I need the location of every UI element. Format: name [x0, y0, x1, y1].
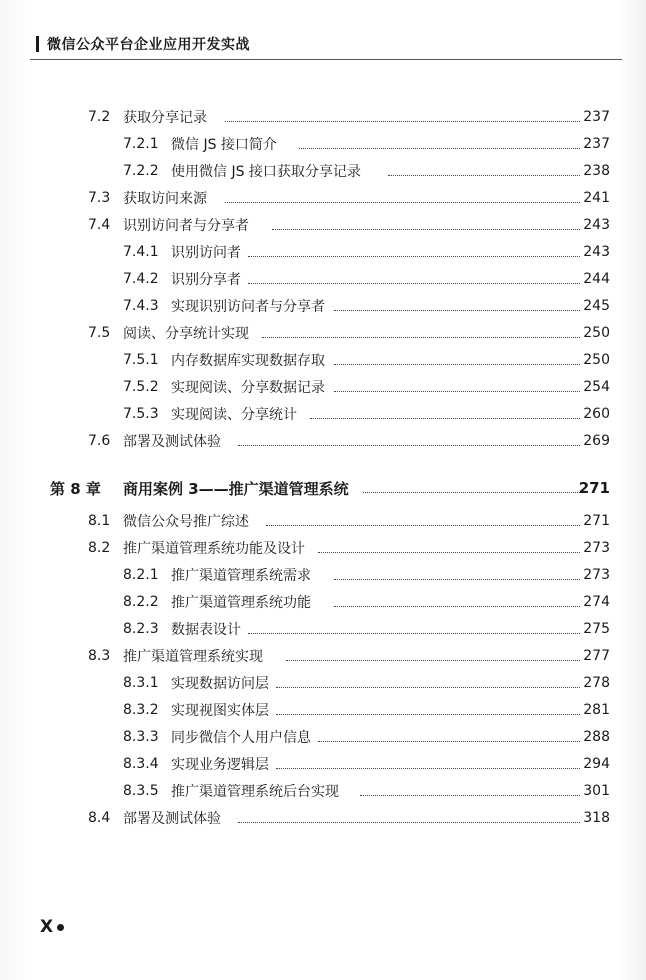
folio-roman-numeral: X [40, 917, 54, 937]
dot-leader [318, 741, 580, 742]
section-title: 实现识别访问者与分享者 [171, 299, 325, 315]
section-number: 8.3.3 [123, 729, 159, 745]
section-number: 8.2.1 [123, 567, 159, 583]
toc-entry [0, 376, 646, 398]
dot-leader [276, 714, 580, 715]
toc-entry [0, 322, 646, 344]
section-title: 推广渠道管理系统功能及设计 [123, 541, 305, 557]
dot-leader [276, 687, 580, 688]
section-number: 7.4 [88, 217, 111, 233]
section-title: 部署及测试体验 [123, 434, 221, 450]
page-number: 277 [583, 648, 610, 664]
chapter-title: 商用案例 3——推广渠道管理系统 [123, 479, 349, 498]
dot-leader [272, 229, 580, 230]
page-number: 278 [583, 675, 610, 691]
page-number: 243 [583, 217, 610, 233]
page-number: 260 [583, 406, 610, 422]
page-number: 241 [583, 190, 610, 206]
section-number: 7.5.2 [123, 379, 159, 395]
section-number: 8.2.3 [123, 621, 159, 637]
toc-entry [0, 726, 646, 748]
page-number: 294 [583, 756, 610, 772]
section-title: 识别访问者与分享者 [123, 218, 249, 234]
toc-entry [0, 241, 646, 263]
section-title: 内存数据库实现数据存取 [171, 353, 325, 369]
dot-leader [334, 391, 580, 392]
section-title: 微信公众号推广综述 [123, 514, 249, 530]
section-title: 使用微信 JS 接口获取分享记录 [171, 164, 361, 180]
section-number: 8.3.1 [123, 675, 159, 691]
section-title: 阅读、分享统计实现 [123, 326, 249, 342]
section-title: 微信 JS 接口简介 [171, 137, 277, 153]
section-number: 7.2.2 [123, 163, 159, 179]
toc-entry [0, 753, 646, 775]
page-number: 254 [583, 379, 610, 395]
toc-entry [0, 699, 646, 721]
section-number: 8.2.2 [123, 594, 159, 610]
chapter-number: 第 8 章 [50, 479, 101, 498]
section-title: 推广渠道管理系统需求 [171, 568, 311, 584]
page-number: 318 [583, 810, 610, 826]
section-number: 8.1 [88, 513, 111, 529]
page-number: 288 [583, 729, 610, 745]
page-number: 237 [583, 109, 610, 125]
dot-leader [360, 795, 580, 796]
dot-leader [225, 121, 580, 122]
dot-leader [363, 492, 580, 493]
page-number: 237 [583, 136, 610, 152]
toc-entry [0, 618, 646, 640]
section-number: 7.5.3 [123, 406, 159, 422]
toc-entry [0, 349, 646, 371]
page-number: 273 [583, 567, 610, 583]
dot-leader [318, 552, 580, 553]
dot-leader [225, 202, 580, 203]
page-number: 238 [583, 163, 610, 179]
section-title: 数据表设计 [171, 622, 241, 638]
section-number: 8.2 [88, 540, 111, 556]
section-number: 7.5 [88, 325, 111, 341]
toc-entry [0, 187, 646, 209]
section-title: 获取访问来源 [123, 191, 207, 207]
section-title: 推广渠道管理系统后台实现 [171, 784, 339, 800]
page-number: 245 [583, 298, 610, 314]
section-title: 推广渠道管理系统实现 [123, 649, 263, 665]
toc-entry [0, 645, 646, 667]
section-title: 实现视图实体层 [171, 703, 269, 719]
page-number: 271 [583, 513, 610, 529]
dot-leader [262, 337, 580, 338]
dot-leader [334, 606, 580, 607]
toc-entry [0, 672, 646, 694]
toc-entry [0, 564, 646, 586]
section-title: 同步微信个人用户信息 [171, 730, 311, 746]
toc-entry [0, 807, 646, 829]
dot-leader [334, 310, 580, 311]
toc-entry [0, 268, 646, 290]
section-title: 推广渠道管理系统功能 [171, 595, 311, 611]
page-number: 244 [583, 271, 610, 287]
section-number: 8.3.2 [123, 702, 159, 718]
section-number: 7.2.1 [123, 136, 159, 152]
section-number: 8.4 [88, 810, 111, 826]
dot-leader [266, 525, 580, 526]
section-title: 实现业务逻辑层 [171, 757, 269, 773]
section-number: 8.3.5 [123, 783, 159, 799]
dot-leader [248, 256, 580, 257]
toc-entry [0, 537, 646, 559]
section-title: 实现阅读、分享统计 [171, 407, 297, 423]
toc-entry [0, 430, 646, 452]
section-number: 7.4.3 [123, 298, 159, 314]
section-number: 8.3.4 [123, 756, 159, 772]
section-title: 实现数据访问层 [171, 676, 269, 692]
header-rule [30, 59, 622, 60]
section-number: 7.3 [88, 190, 111, 206]
dot-leader [286, 660, 580, 661]
section-title: 识别分享者 [171, 272, 241, 288]
page-number: 281 [583, 702, 610, 718]
running-header [36, 34, 250, 54]
toc-entry [0, 510, 646, 532]
dot-leader [238, 445, 580, 446]
page-number: 269 [583, 433, 610, 449]
dot-leader [276, 768, 580, 769]
header-bar-mark [36, 36, 39, 52]
toc-entry [0, 295, 646, 317]
page-number: 275 [583, 621, 610, 637]
section-number: 7.4.2 [123, 271, 159, 287]
dot-leader [388, 175, 580, 176]
page-number: 250 [583, 352, 610, 368]
bullet-dot-icon [57, 924, 64, 931]
section-title: 部署及测试体验 [123, 811, 221, 827]
toc-entry [0, 214, 646, 236]
page-number: 271 [578, 479, 610, 497]
section-number: 7.6 [88, 433, 111, 449]
dot-leader [248, 283, 580, 284]
dot-leader [248, 633, 580, 634]
section-title: 识别访问者 [171, 245, 241, 261]
toc-entry [0, 403, 646, 425]
section-number: 7.2 [88, 109, 111, 125]
toc-chapter-entry [0, 477, 646, 499]
dot-leader [299, 148, 580, 149]
page-number: 273 [583, 540, 610, 556]
book-title: 微信公众平台企业应用开发实战 [47, 37, 250, 53]
section-title: 获取分享记录 [123, 110, 207, 126]
toc-entry [0, 133, 646, 155]
section-number: 7.4.1 [123, 244, 159, 260]
page-number: 243 [583, 244, 610, 260]
toc-entry [0, 160, 646, 182]
dot-leader [238, 822, 580, 823]
folio [40, 917, 64, 937]
toc-entry [0, 780, 646, 802]
toc-entry [0, 106, 646, 128]
dot-leader [334, 579, 580, 580]
section-number: 7.5.1 [123, 352, 159, 368]
page-number: 274 [583, 594, 610, 610]
dot-leader [334, 364, 580, 365]
section-title: 实现阅读、分享数据记录 [171, 380, 325, 396]
section-number: 8.3 [88, 648, 111, 664]
page-number: 301 [583, 783, 610, 799]
page-number: 250 [583, 325, 610, 341]
toc-entry [0, 591, 646, 613]
dot-leader [310, 418, 580, 419]
